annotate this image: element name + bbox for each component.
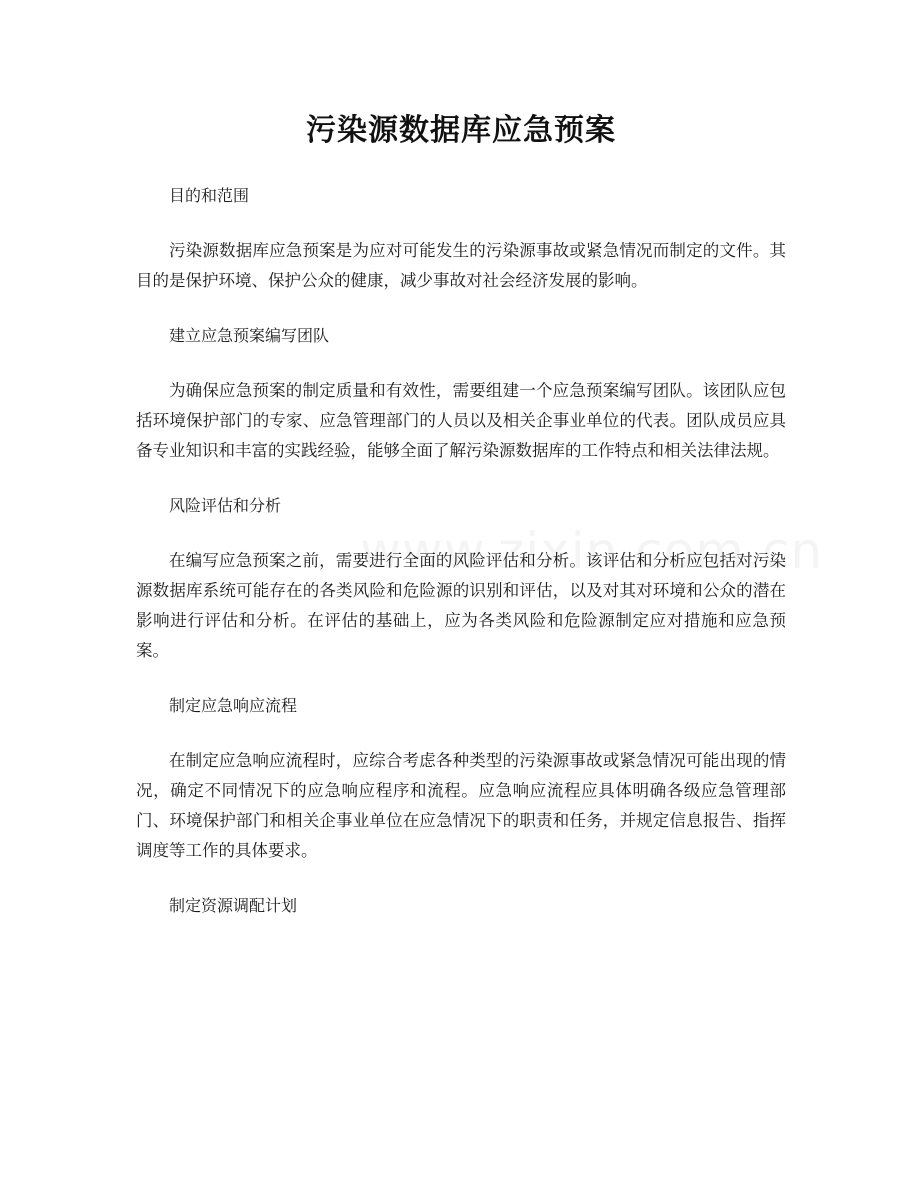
section-paragraph-team: 为确保应急预案的制定质量和有效性，需要组建一个应急预案编写团队。该团队应包括环境保护部门的专家、应急管理部门的人员以及相关企事业单位的代表。团队成员应具备专业知识和丰富的实践经验，能够全面了解污染源数据库的工作特点和相关法律法规。 [136,381,786,460]
section-paragraph-risk: 在编写应急预案之前，需要进行全面的风险评估和分析。该评估和分析应包括对污染源数据库系统可能存在的各类风险和危险源的识别和评估，以及对其对环境和公众的潜在影响进行评估和分析。在评估的基础上，应为各类风险和危险源制定应对措施和应急预案。 [136,551,786,660]
section-heading-resources: 制定资源调配计划 [169,896,298,915]
section-paragraph-response: 在制定应急响应流程时，应综合考虑各种类型的污染源事故或紧急情况可能出现的情况，确定不同情况下的应急响应程序和流程。应急响应流程应具体明确各级应急管理部门、环境保护部门和相关企事业单位在应急情况下的职责和任务，并规定信息报告、指挥调度等工作的具体要求。 [136,751,786,860]
section-heading-response: 制定应急响应流程 [169,696,298,715]
section-paragraph-purpose: 污染源数据库应急预案是为应对可能发生的污染源事故或紧急情况而制定的文件。其目的是保护环境、保护公众的健康，减少事故对社会经济发展的影响。 [136,241,786,290]
section-heading-purpose: 目的和范围 [169,186,250,205]
document-body [136,186,786,916]
section-heading-risk: 风险评估和分析 [169,496,282,515]
section-heading-team: 建立应急预案编写团队 [169,326,330,345]
page-title: 污染源数据库应急预案 [306,113,616,148]
